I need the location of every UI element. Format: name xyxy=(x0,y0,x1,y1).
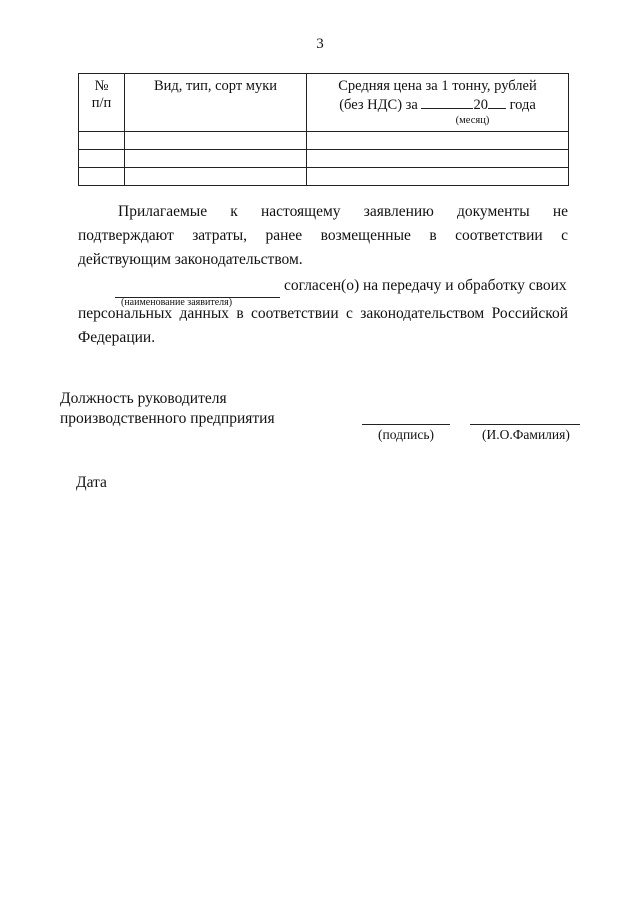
page-number: 3 xyxy=(316,36,324,52)
table-cell xyxy=(125,168,307,186)
header-price-vat: (без НДС) за xyxy=(339,97,418,113)
header-price-line2 xyxy=(307,95,568,114)
documents-statement: Прилагаемые к настоящему заявлению документы не подтверждают затраты, ранее возмещенные в соответствии с действующим законодательством. xyxy=(78,203,568,268)
header-price-year-prefix: 20 xyxy=(473,97,488,113)
flour-price-table xyxy=(78,73,569,186)
date-label: Дата xyxy=(76,474,107,491)
header-average-price xyxy=(307,74,569,132)
table-row xyxy=(79,168,569,186)
table-cell xyxy=(307,168,569,186)
manager-position xyxy=(60,389,275,429)
full-name-caption: (И.О.Фамилия) xyxy=(482,427,570,442)
signature-line xyxy=(362,424,450,425)
position-line2: производственного предприятия xyxy=(60,410,275,427)
table-cell xyxy=(307,132,569,150)
table-cell xyxy=(79,132,125,150)
signature-caption: (подпись) xyxy=(378,427,435,442)
consent-statement xyxy=(78,274,568,350)
applicant-name-blank xyxy=(115,279,280,308)
consent-text-line1: согласен(о) на передачу и обработку своих xyxy=(284,277,567,294)
table-row xyxy=(79,132,569,150)
year-blank xyxy=(488,95,506,109)
header-number xyxy=(79,74,125,132)
full-name-line xyxy=(470,424,580,425)
header-flour-type: Вид, тип, сорт муки xyxy=(125,74,307,132)
month-caption: (месяц) xyxy=(455,115,490,126)
header-number-symbol: № xyxy=(94,78,109,94)
table-row xyxy=(79,150,569,168)
consent-line1 xyxy=(78,274,568,308)
header-price-year-word: года xyxy=(509,97,536,113)
header-number-sub: п/п xyxy=(91,95,112,111)
header-price-line1: Средняя цена за 1 тонну, рублей xyxy=(338,78,537,94)
position-line1: Должность руководителя xyxy=(60,390,227,407)
table-cell xyxy=(79,168,125,186)
table-header-row xyxy=(79,74,569,132)
month-blank xyxy=(421,95,473,109)
consent-text-rest: персональных данных в соответствии с законодательством Российской Федерации. xyxy=(78,305,568,346)
table-cell xyxy=(125,150,307,168)
table-cell xyxy=(79,150,125,168)
applicant-caption: (наименование заявителя) xyxy=(121,297,233,308)
table-cell xyxy=(307,150,569,168)
table-cell xyxy=(125,132,307,150)
